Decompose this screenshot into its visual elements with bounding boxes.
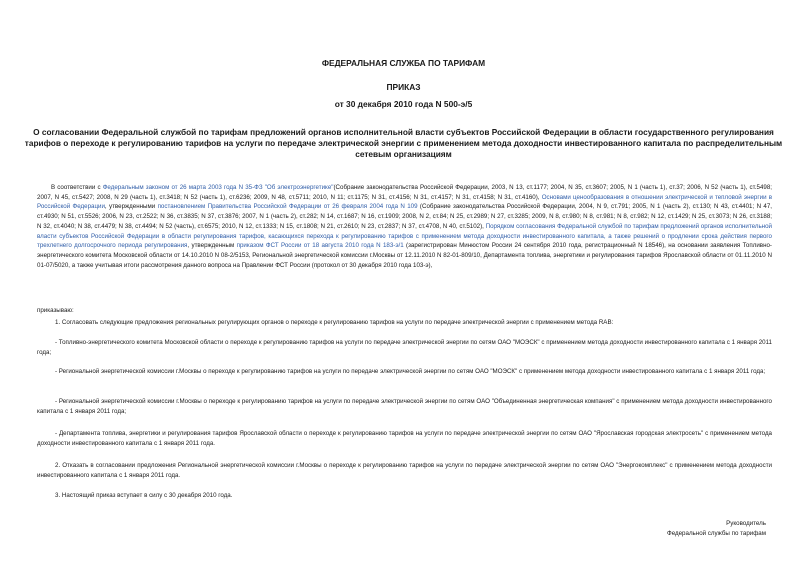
preamble-text-4: (Собрание законодательства Российской Федерации, 2004, N 9, ст.791; 2005, N 1 (часть 2), ст.130; N 43, ст.4401; N 47, ст.4930; N 51, ст.5526; 2006, N 23, ст.2522; N 36, ст.3835; N 37, ст.3876; 2007, N 1 (часть 2), ст.282; N 14, ст.1687; N 16, ст.1909; 2008, N 2, ст.84; N 25, ст.2989; N 27, ст.3285; 2009, N 8, ст.980; N 8, ст.981; N 8, ст.982; N 12, ст.1429; N 25, ст.3073; N 26, ст.3188; N 32, ст.4040; N 38, ст.4479; N 38, ст.4494; N 52 (часть), ст.6575; 2010, N 12, ст.1333; N 15, ст.1808; N 21, ст.2610; N 23, ст.2837; N 37, ст.4708, N 40, ст.5102),: [37, 203, 772, 230]
link-federal-law-35fz[interactable]: Федеральным законом от 26 марта 2003 года N 35-ФЗ "Об электроэнергетике": [102, 184, 334, 191]
link-approval-procedure[interactable]: Порядком согласования Федеральной службой по тарифам предложений органов исполнительной власти субъектов Российской Федерации в области регулирования тарифов, касающихся перехода к регулированию тарифов с применением метода доходности инвестированного капитала, а также решений о продлении срока действия первого трехлетнего долгосрочного периода регулирования: [37, 222, 772, 250]
paragraph-1-text: 1. Согласовать следующие предложения региональных регулирующих органов о переходе к регулированию тарифов на услуги по передаче электрической энергии с применением метода RAB:: [55, 319, 614, 326]
bullet-text: - Региональной энергетической комиссии г.Москвы о переходе к регулированию тарифов на услуги по передаче электрической энергии по сетям ОАО "Объединенная энергетическая компания" с применением метода доходности инвестированного капитала с 1 января 2011 года;: [37, 398, 772, 415]
bullet-text: - Департамента топлива, энергетики и регулирования тарифов Ярославской области о переходе к регулированию тарифов на услуги по передаче электрической энергии по сетям ОАО "Ярославская городская электросеть" с применением метода доходности инвестированного капитала с 1 января 2011 года.: [37, 430, 772, 447]
bullet-united-energy-company: [37, 397, 772, 417]
preamble-text-5: , утвержденным: [187, 242, 237, 250]
link-pricing-fundamentals[interactable]: Основами ценообразования в отношении электрической и тепловой энергии в Российской Федерации: [37, 193, 772, 211]
preamble-text-6: (зарегистрирован Минюстом России 24 сентября 2010 года, регистрационный N 18546), на основании заявления Топливно-энергетического комитета Московской области от 14.10.2010 N 08-2/5153, Региональной энергетической комиссии г.Москвы от 12.11.2010 N 82-01-809/10, Департамента топлива, энергетики и регулирования тарифов Ярославской области от 01.11.2010 N 01-07/5020, а также учитывая итоги рассмотрения данного вопроса на Правлении ФСТ России (протокол от 30 декабря 2010 года 103-э),: [37, 242, 772, 269]
bullet-yaroslavl-grid: [37, 429, 772, 449]
agency-name: ФЕДЕРАЛЬНАЯ СЛУЖБА ПО ТАРИФАМ: [321, 58, 486, 68]
paragraph-3-text: 3. Настоящий приказ вступает в силу с 30 декабря 2010 года.: [55, 492, 233, 499]
signature-title: Руководитель: [726, 520, 766, 527]
paragraph-2: [37, 461, 772, 481]
preamble-text-3: , утвержденными: [104, 203, 158, 211]
preamble-paragraph: [37, 183, 772, 270]
paragraph-1: [37, 318, 772, 328]
link-government-resolution-109[interactable]: постановлением Правительства Российской Федерации от 26 февраля 2004 года N 109: [157, 203, 418, 211]
document-type: ПРИКАЗ: [386, 82, 421, 92]
bullet-text: - Топливно-энергетического комитета Московской области о переходе к регулированию тарифов на услуги по передаче электрической энергии по сетям ОАО "МОЭСК" с применением метода доходности инвестированного капитала с 1 января 2011 года;: [37, 339, 772, 356]
document-date-number: от 30 декабря 2010 года N 500-э/5: [334, 99, 473, 109]
paragraph-2-text: 2. Отказать в согласовании предложения Региональной энергетической комиссии г.Москвы о переходе к регулированию тарифов на услуги по передаче электрической энергии по сетям ОАО "Энергокомплекс" с применением метода доходности инвестированного капитала с 1 января 2011 года.: [37, 462, 772, 479]
bullet-moesk-moscow-city: [37, 367, 772, 377]
bullet-mosenergo-moscow-region: [37, 338, 772, 358]
orders-keyword: приказываю:: [37, 307, 74, 314]
document-title: О согласовании Федеральной службой по тарифам предложений органов исполнительной власти субъектов Российской Федерации в области государственного регулирования тарифов о переходе к регулированию тарифов на услуги по передаче электрической энергии с применением метода доходности инвестированного капитала по распределительным сетевым организациям: [24, 127, 783, 159]
paragraph-3: [37, 491, 772, 501]
link-fst-order-183[interactable]: приказом ФСТ России от 18 августа 2010 года N 183-э/1: [236, 242, 404, 250]
preamble-text-2: (Собрание законодательства Российской Федерации, 2003, N 13, ст.1177; 2004, N 35, ст.3607; 2005, N 1 (часть 1), ст.37; 2006, N 52 (часть 1), ст.5498; 2007, N 45, ст.5427; 2008, N 29 (часть 1), ст.3418; N 52 (часть 1), ст.6236; 2009, N 48, ст.5711; 2010, N 11; ст.1175; N 31, ст.4156; N 31, ст.4157; N 31, ст.4158; N 31, ст.4160),: [37, 184, 772, 201]
preamble-text-1: В соответствии с: [51, 184, 103, 191]
signature-organization: Федеральной службы по тарифам: [667, 530, 766, 537]
bullet-text: - Региональной энергетической комиссии г.Москвы о переходе к регулированию тарифов на услуги по передаче электрической энергии по сетям ОАО "МОЭСК" с применением метода доходности инвестированного капитала с 1 января 2011 года;: [55, 368, 766, 375]
